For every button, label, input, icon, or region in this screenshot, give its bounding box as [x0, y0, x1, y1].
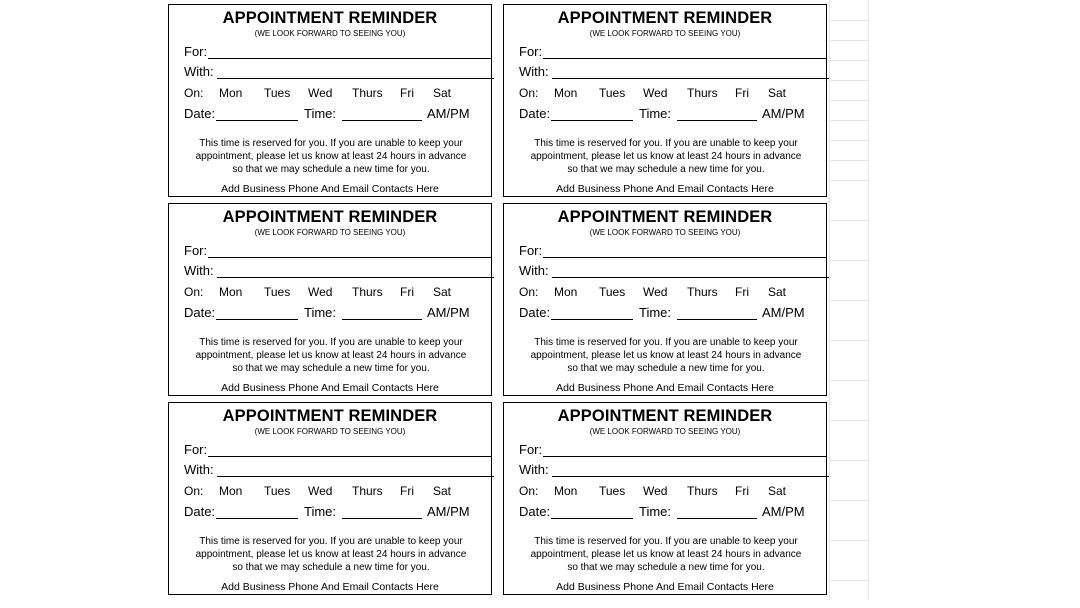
- on-label: On:: [519, 86, 539, 100]
- notice-line: This time is reserved for you. If you are unable to keep your: [534, 138, 798, 149]
- card-subtitle: (WE LOOK FORWARD TO SEEING YOU): [254, 29, 406, 38]
- for-field[interactable]: [519, 44, 814, 60]
- day-fri[interactable]: Fri: [735, 484, 749, 498]
- datetime-row: [519, 304, 819, 322]
- grid-line: [829, 500, 869, 501]
- reservation-notice: [508, 336, 824, 375]
- on-label: On:: [184, 86, 204, 100]
- appointment-reminder-card: [503, 203, 827, 396]
- grid-line: [829, 140, 869, 141]
- day-thurs[interactable]: Thurs: [687, 285, 718, 299]
- for-line[interactable]: [543, 456, 827, 457]
- business-contacts: Add Business Phone And Email Contacts Here: [221, 382, 439, 394]
- time-label: Time:: [639, 504, 672, 519]
- time-label: Time:: [639, 305, 672, 320]
- notice-line: This time is reserved for you. If you are unable to keep your: [534, 337, 798, 348]
- card-title: APPOINTMENT REMINDER: [222, 407, 438, 425]
- day-mon[interactable]: Mon: [219, 484, 243, 498]
- day-fri[interactable]: Fri: [400, 285, 414, 299]
- notice-line: so that we may schedule a new time for you.: [567, 164, 765, 175]
- date-label: Date:: [519, 305, 551, 320]
- card-title: APPOINTMENT REMINDER: [557, 407, 773, 425]
- time-label: Time:: [304, 504, 337, 519]
- day-fri[interactable]: Fri: [735, 86, 749, 100]
- time-label: Time:: [639, 106, 672, 121]
- notice-line: This time is reserved for you. If you are unable to keep your: [534, 536, 798, 547]
- grid-line: [829, 340, 869, 341]
- date-line[interactable]: [216, 319, 298, 320]
- notice-line: appointment, please let us know at least 24 hours in advance: [195, 549, 467, 560]
- datetime-row: [184, 503, 484, 521]
- for-field[interactable]: [184, 243, 479, 259]
- day-sat[interactable]: Sat: [768, 484, 787, 498]
- with-field[interactable]: [519, 462, 814, 478]
- notice-line: appointment, please let us know at least 24 hours in advance: [195, 151, 467, 162]
- for-label: For:: [184, 442, 208, 457]
- notice-line: appointment, please let us know at least 24 hours in advance: [530, 350, 802, 361]
- for-line[interactable]: [543, 257, 827, 258]
- business-contacts: Add Business Phone And Email Contacts Here: [221, 183, 439, 195]
- for-field[interactable]: [519, 243, 814, 259]
- day-fri[interactable]: Fri: [735, 285, 749, 299]
- appointment-reminder-card: [168, 203, 492, 396]
- date-label: Date:: [184, 305, 216, 320]
- business-contacts: Add Business Phone And Email Contacts Here: [556, 382, 774, 394]
- for-line[interactable]: [208, 58, 492, 59]
- for-line[interactable]: [543, 58, 827, 59]
- for-label: For:: [184, 44, 208, 59]
- date-line[interactable]: [551, 319, 633, 320]
- date-line[interactable]: [216, 120, 298, 121]
- for-label: For:: [519, 243, 543, 258]
- grid-line: [829, 300, 869, 301]
- appointment-reminder-card: [168, 4, 492, 197]
- business-contacts: Add Business Phone And Email Contacts Here: [556, 183, 774, 195]
- day-thurs[interactable]: Thurs: [352, 86, 383, 100]
- day-mon[interactable]: Mon: [554, 285, 578, 299]
- with-label: With:: [184, 64, 214, 79]
- grid-line: [829, 160, 869, 161]
- with-line[interactable]: [552, 78, 829, 79]
- day-thurs[interactable]: Thurs: [352, 484, 383, 498]
- day-mon[interactable]: Mon: [554, 86, 578, 100]
- day-tues[interactable]: Tues: [599, 86, 626, 100]
- days-row: [519, 484, 819, 500]
- card-title: APPOINTMENT REMINDER: [222, 9, 438, 27]
- days-row: [519, 285, 819, 301]
- reservation-notice: [173, 336, 489, 375]
- grid-line: [829, 260, 869, 261]
- day-mon[interactable]: Mon: [219, 86, 243, 100]
- notice-line: so that we may schedule a new time for you.: [232, 363, 430, 374]
- time-label: Time:: [304, 106, 337, 121]
- grid-line: [829, 460, 869, 461]
- datetime-row: [519, 503, 819, 521]
- card-title: APPOINTMENT REMINDER: [557, 208, 773, 226]
- days-row: [184, 285, 484, 301]
- with-line[interactable]: [552, 476, 829, 477]
- card-title: APPOINTMENT REMINDER: [557, 9, 773, 27]
- with-line[interactable]: [217, 476, 494, 477]
- day-tues[interactable]: Tues: [264, 285, 291, 299]
- grid-line: [829, 540, 869, 541]
- date-label: Date:: [184, 106, 216, 121]
- day-tues[interactable]: Tues: [599, 285, 626, 299]
- card-subtitle: (WE LOOK FORWARD TO SEEING YOU): [589, 427, 741, 436]
- grid-line: [829, 60, 869, 61]
- for-field[interactable]: [184, 442, 479, 458]
- date-label: Date:: [519, 106, 551, 121]
- card-title: APPOINTMENT REMINDER: [222, 208, 438, 226]
- with-field[interactable]: [519, 263, 814, 279]
- notice-line: appointment, please let us know at least 24 hours in advance: [195, 350, 467, 361]
- business-contacts: Add Business Phone And Email Contacts Here: [556, 581, 774, 593]
- ampm-label: AM/PM: [762, 106, 805, 121]
- day-mon[interactable]: Mon: [219, 285, 243, 299]
- grid-line: [829, 20, 869, 21]
- with-label: With:: [519, 64, 549, 79]
- days-row: [184, 484, 484, 500]
- ampm-label: AM/PM: [762, 305, 805, 320]
- ampm-label: AM/PM: [762, 504, 805, 519]
- day-sat[interactable]: Sat: [433, 285, 452, 299]
- days-row: [519, 86, 819, 102]
- day-wed[interactable]: Wed: [643, 86, 668, 100]
- day-fri[interactable]: Fri: [400, 86, 414, 100]
- with-field[interactable]: [184, 462, 479, 478]
- with-field[interactable]: [519, 64, 814, 80]
- time-line[interactable]: [677, 518, 757, 519]
- day-wed[interactable]: Wed: [308, 86, 333, 100]
- on-label: On:: [519, 285, 539, 299]
- with-line[interactable]: [552, 277, 829, 278]
- with-line[interactable]: [217, 78, 494, 79]
- day-tues[interactable]: Tues: [599, 484, 626, 498]
- notice-line: appointment, please let us know at least 24 hours in advance: [530, 151, 802, 162]
- grid-line: [829, 380, 869, 381]
- day-wed[interactable]: Wed: [308, 484, 333, 498]
- ampm-label: AM/PM: [427, 106, 470, 121]
- notice-line: so that we may schedule a new time for you.: [232, 562, 430, 573]
- for-field[interactable]: [519, 442, 814, 458]
- notice-line: so that we may schedule a new time for you.: [232, 164, 430, 175]
- ampm-label: AM/PM: [427, 305, 470, 320]
- day-wed[interactable]: Wed: [308, 285, 333, 299]
- for-label: For:: [184, 243, 208, 258]
- days-row: [184, 86, 484, 102]
- day-tues[interactable]: Tues: [264, 86, 291, 100]
- datetime-row: [184, 105, 484, 123]
- time-line[interactable]: [677, 319, 757, 320]
- appointment-reminder-card: [168, 402, 492, 595]
- card-subtitle: (WE LOOK FORWARD TO SEEING YOU): [254, 427, 406, 436]
- day-thurs[interactable]: Thurs: [687, 86, 718, 100]
- day-sat[interactable]: Sat: [433, 484, 452, 498]
- day-mon[interactable]: Mon: [554, 484, 578, 498]
- notice-line: appointment, please let us know at least 24 hours in advance: [530, 549, 802, 560]
- time-label: Time:: [304, 305, 337, 320]
- grid-line: [829, 100, 869, 101]
- for-line[interactable]: [208, 456, 492, 457]
- with-field[interactable]: [184, 263, 479, 279]
- grid-line: [829, 40, 869, 41]
- day-sat[interactable]: Sat: [433, 86, 452, 100]
- time-line[interactable]: [677, 120, 757, 121]
- with-label: With:: [519, 462, 549, 477]
- day-wed[interactable]: Wed: [643, 484, 668, 498]
- date-label: Date:: [519, 504, 551, 519]
- ampm-label: AM/PM: [427, 504, 470, 519]
- reservation-notice: [173, 137, 489, 176]
- grid-line: [829, 80, 869, 81]
- notice-line: so that we may schedule a new time for you.: [567, 562, 765, 573]
- time-line[interactable]: [342, 319, 422, 320]
- grid-line: [829, 180, 869, 181]
- date-line[interactable]: [551, 120, 633, 121]
- for-field[interactable]: [184, 44, 479, 60]
- day-tues[interactable]: Tues: [264, 484, 291, 498]
- reservation-notice: [508, 535, 824, 574]
- day-thurs[interactable]: Thurs: [352, 285, 383, 299]
- day-sat[interactable]: Sat: [768, 285, 787, 299]
- date-line[interactable]: [216, 518, 298, 519]
- with-line[interactable]: [217, 277, 494, 278]
- date-line[interactable]: [551, 518, 633, 519]
- grid-line: [829, 580, 869, 581]
- with-label: With:: [519, 263, 549, 278]
- with-label: With:: [184, 263, 214, 278]
- reservation-notice: [173, 535, 489, 574]
- notice-line: This time is reserved for you. If you are unable to keep your: [199, 337, 463, 348]
- notice-line: This time is reserved for you. If you are unable to keep your: [199, 138, 463, 149]
- day-thurs[interactable]: Thurs: [687, 484, 718, 498]
- card-subtitle: (WE LOOK FORWARD TO SEEING YOU): [589, 228, 741, 237]
- appointment-reminder-card: [503, 402, 827, 595]
- day-fri[interactable]: Fri: [400, 484, 414, 498]
- grid-line: [829, 420, 869, 421]
- card-subtitle: (WE LOOK FORWARD TO SEEING YOU): [589, 29, 741, 38]
- time-line[interactable]: [342, 518, 422, 519]
- business-contacts: Add Business Phone And Email Contacts Here: [221, 581, 439, 593]
- card-subtitle: (WE LOOK FORWARD TO SEEING YOU): [254, 228, 406, 237]
- on-label: On:: [184, 285, 204, 299]
- with-label: With:: [184, 462, 214, 477]
- grid-line: [829, 220, 869, 221]
- datetime-row: [519, 105, 819, 123]
- time-line[interactable]: [342, 120, 422, 121]
- day-wed[interactable]: Wed: [643, 285, 668, 299]
- datetime-row: [184, 304, 484, 322]
- reservation-notice: [508, 137, 824, 176]
- notice-line: This time is reserved for you. If you are unable to keep your: [199, 536, 463, 547]
- with-field[interactable]: [184, 64, 479, 80]
- on-label: On:: [519, 484, 539, 498]
- for-label: For:: [519, 442, 543, 457]
- notice-line: so that we may schedule a new time for you.: [567, 363, 765, 374]
- appointment-reminder-card: [503, 4, 827, 197]
- for-label: For:: [519, 44, 543, 59]
- day-sat[interactable]: Sat: [768, 86, 787, 100]
- grid-line: [829, 120, 869, 121]
- date-label: Date:: [184, 504, 216, 519]
- on-label: On:: [184, 484, 204, 498]
- for-line[interactable]: [208, 257, 492, 258]
